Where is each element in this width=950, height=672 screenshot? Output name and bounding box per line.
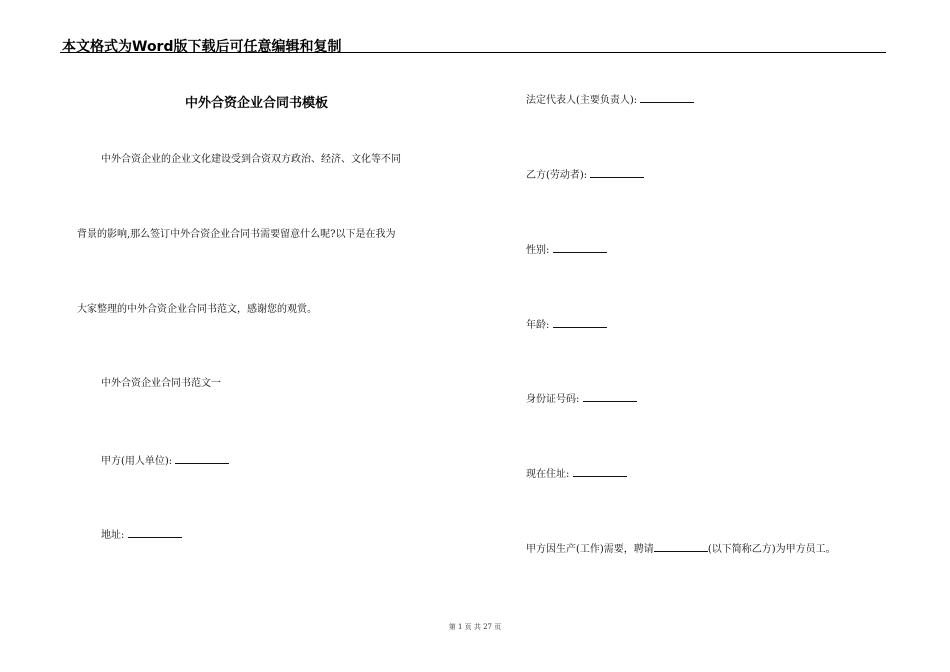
legal-rep-field (526, 93, 694, 107)
page-footer: 第 1 页 共 27 页 (448, 623, 502, 631)
id-number-label: 身份证号码: (526, 394, 583, 405)
gender-blank (553, 243, 607, 253)
hire-sentence (526, 542, 836, 556)
sample-heading: 中外合资企业合同书范文一 (101, 378, 221, 389)
party-b-blank (590, 168, 644, 178)
document-header: 本文格式为Word版下载后可任意编辑和复制 (62, 39, 342, 55)
party-a-field (101, 454, 229, 468)
address-blank (128, 528, 182, 538)
address-field (101, 528, 182, 542)
hire-suffix: (以下简称乙方)为甲方员工。 (707, 544, 836, 555)
id-number-blank (583, 392, 637, 402)
id-number-field (526, 392, 637, 406)
hire-blank (654, 542, 708, 552)
party-a-label: 甲方(用人单位): (101, 456, 176, 467)
paragraph-line-3: 大家整理的中外合资企业合同书范文，感谢您的观赏。 (77, 304, 317, 315)
paragraph-line-2: 背景的影响,那么签订中外合资企业合同书需要留意什么呢?以下是在我为 (77, 229, 396, 240)
document-title: 中外合资企业合同书模板 (185, 96, 329, 111)
age-field (526, 318, 607, 332)
gender-label: 性别: (526, 245, 553, 256)
party-b-field (526, 168, 644, 182)
party-a-blank (175, 454, 229, 464)
current-address-field (526, 467, 627, 481)
legal-rep-blank (640, 93, 694, 103)
header-divider (60, 52, 886, 53)
current-address-label: 现在住址: (526, 469, 573, 480)
age-blank (553, 318, 607, 328)
gender-field (526, 243, 607, 257)
legal-rep-label: 法定代表人(主要负责人): (526, 95, 641, 106)
address-label: 地址: (101, 530, 128, 541)
hire-prefix: 甲方因生产(工作)需要，聘请 (526, 544, 654, 555)
paragraph-line-1: 中外合资企业的企业文化建设受到合资双方政治、经济、文化等不同 (101, 154, 401, 165)
party-b-label: 乙方(劳动者): (526, 170, 591, 181)
current-address-blank (573, 467, 627, 477)
age-label: 年龄: (526, 320, 553, 331)
